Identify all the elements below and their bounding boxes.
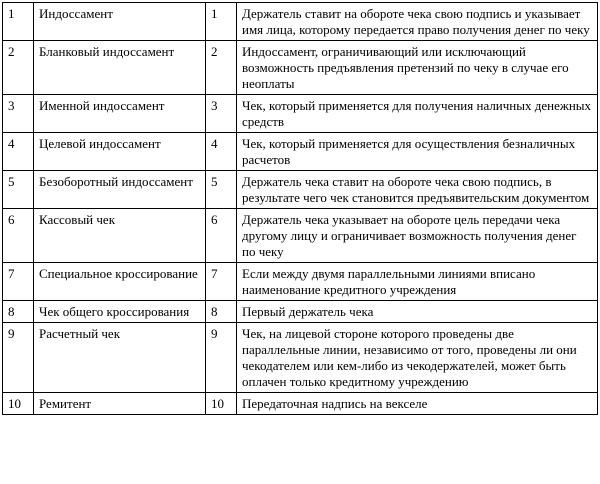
term-number: 9 [3,323,34,393]
definition-cell: Если между двумя параллельными линиями вписано наименование кредитного учреждения [237,263,598,301]
definition-cell: Передаточная надпись на векселе [237,393,598,415]
definition-cell: Индоссамент, ограничивающий или исключающий возможность предъявления претензий по чеку в случае его неоплаты [237,41,598,95]
matching-table [2,2,598,415]
term-number: 5 [3,171,34,209]
term-number: 3 [3,95,34,133]
term-cell: Именной индоссамент [34,95,206,133]
definition-number: 6 [206,209,237,263]
term-cell: Целевой индоссамент [34,133,206,171]
definition-cell: Чек, на лицевой стороне которого проведены две параллельные линии, независимо от того, проведены ли они чекодателем или кем-либо из чекодержателей, может быть оплачен только кредитному учреждению [237,323,598,393]
term-cell: Расчетный чек [34,323,206,393]
definition-number: 4 [206,133,237,171]
table-row [3,95,598,133]
table-body [3,3,598,415]
definition-number: 8 [206,301,237,323]
definition-number: 1 [206,3,237,41]
term-number: 1 [3,3,34,41]
definition-cell: Держатель чека ставит на обороте чека свою подпись, в результате чего чек становится предъявительским документом [237,171,598,209]
table-row [3,171,598,209]
table-row [3,133,598,171]
definition-number: 7 [206,263,237,301]
term-number: 4 [3,133,34,171]
term-number: 2 [3,41,34,95]
term-cell: Кассовый чек [34,209,206,263]
definition-number: 3 [206,95,237,133]
term-number: 10 [3,393,34,415]
term-cell: Бланковый индоссамент [34,41,206,95]
term-number: 7 [3,263,34,301]
term-cell: Чек общего кроссирования [34,301,206,323]
table-row [3,41,598,95]
term-cell: Безоборотный индоссамент [34,171,206,209]
term-cell: Ремитент [34,393,206,415]
table-row [3,3,598,41]
table-row [3,301,598,323]
table-row [3,209,598,263]
definition-cell: Чек, который применяется для осуществления безналичных расчетов [237,133,598,171]
term-number: 8 [3,301,34,323]
term-cell: Индоссамент [34,3,206,41]
definition-number: 2 [206,41,237,95]
definition-cell: Первый держатель чека [237,301,598,323]
definition-number: 10 [206,393,237,415]
table-row [3,263,598,301]
definition-cell: Чек, который применяется для получения наличных денежных средств [237,95,598,133]
definition-number: 5 [206,171,237,209]
table-row [3,323,598,393]
term-number: 6 [3,209,34,263]
table-row [3,393,598,415]
definition-number: 9 [206,323,237,393]
definition-cell: Держатель чека указывает на обороте цель передачи чека другому лицу и ограничивает возможность получения денег по чеку [237,209,598,263]
term-cell: Специальное кроссирование [34,263,206,301]
definition-cell: Держатель ставит на обороте чека свою подпись и указывает имя лица, которому передается право получения денег по чеку [237,3,598,41]
